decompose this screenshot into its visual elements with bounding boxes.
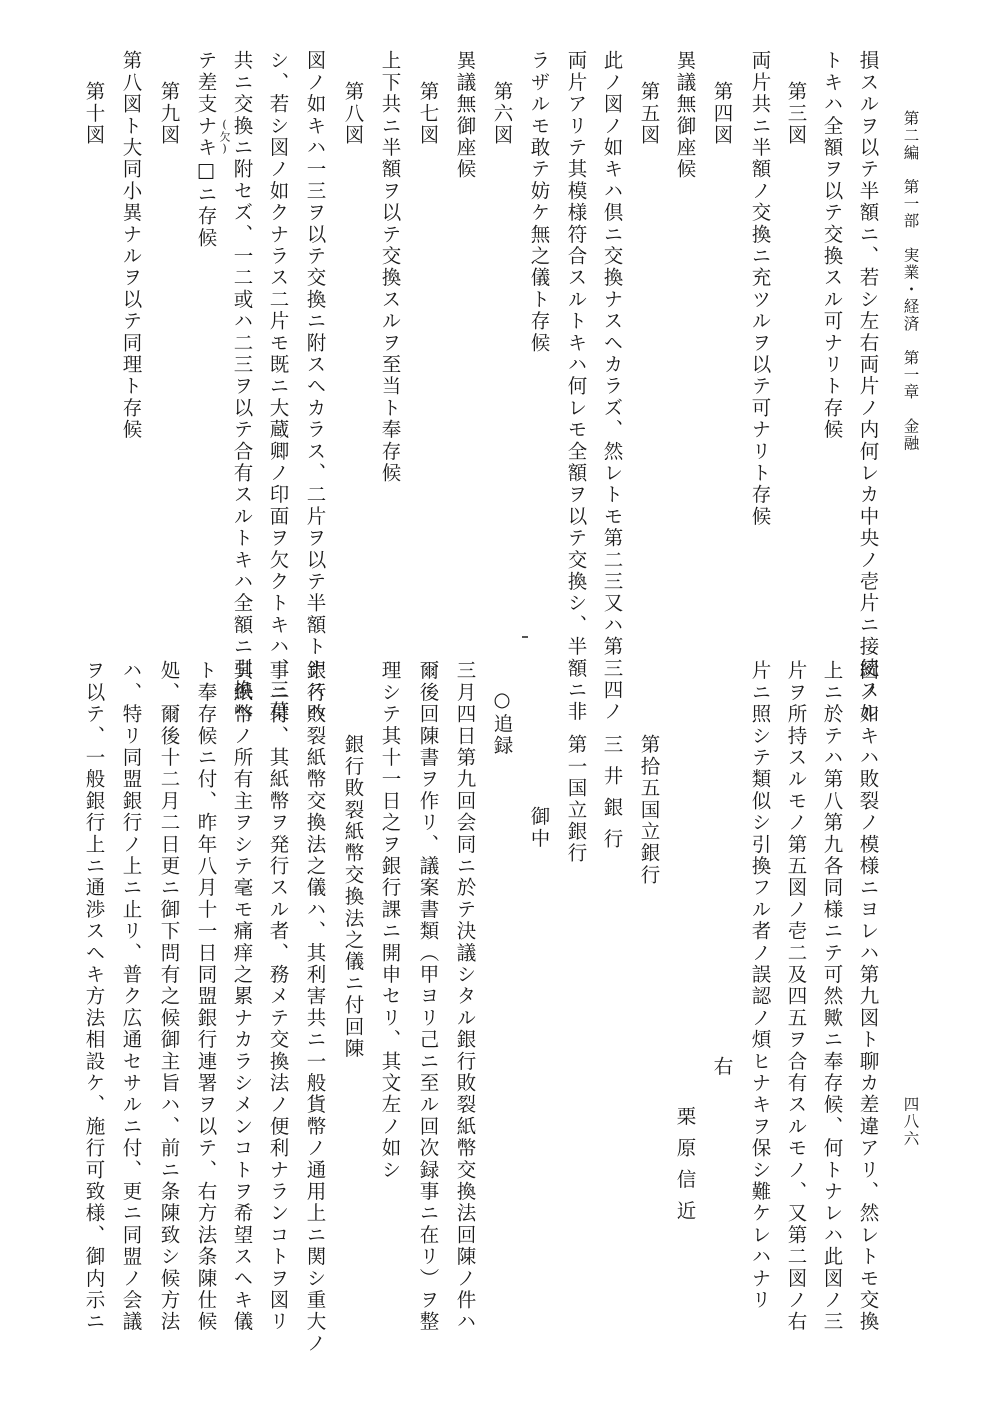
section-heading: ○追録 xyxy=(490,688,514,757)
page-number: 四八六 xyxy=(901,1096,920,1148)
text-column: テ差支ナキ□ニ存候 xyxy=(194,50,218,249)
document-title: 銀行敗裂紙幣交換法之儀ニ付回陳 xyxy=(341,734,365,1060)
addressee-bank: 三井銀行 xyxy=(600,734,624,860)
text-column: 三月四日第九回会同ニ於テ決議シタル銀行敗裂紙幣交換法回陳ノ件ハ xyxy=(453,660,477,1333)
page-mark xyxy=(522,636,528,638)
text-column: シ、若シ図ノ如クナラス二片モ既ニ大蔵卿ノ印面ヲ欠クトキハ、三葉 xyxy=(266,50,290,723)
text-column: 理シテ其十一日之ヲ銀行課ニ開申セリ、其文左ノ如シ xyxy=(378,660,402,1181)
text-column: 図ノ如キハ敗裂ノ模様ニヨレハ第九図ト聊カ差違アリ、然レトモ交換 xyxy=(856,660,880,1333)
text-column: 両片アリテ其模様符合スルトキハ何レモ全額ヲ以テ交換シ、半額ニ非 xyxy=(564,50,588,723)
text-column: ヲ以テ、一般銀行上ニ通渉スヘキ方法相設ケ、施行可致様、御内示ニ xyxy=(82,660,106,1333)
text-column: 共ニ交換ニ附セズ、一二或ハ二三ヲ以テ合有スルトキハ全額ニ引換ヘ xyxy=(230,50,254,723)
text-column: 片ニ照シテ類似シ引換フル者ノ誤認ノ煩ヒナキヲ保シ難ケレハナリ xyxy=(748,660,772,1311)
text-column: 此ノ図ノ如キハ倶ニ交換ナスヘカラズ、然レトモ第二三又ハ第三四ノ xyxy=(600,50,624,723)
text-column: 片ヲ所持スルモノ第五図ノ壱二及四五ヲ合有スルモノ、又第二図ノ右 xyxy=(784,660,808,1333)
text-column: 銀行敗裂紙幣交換法之儀ハ、其利害共ニ一般貨幣ノ通用上ニ関シ重大ノ xyxy=(303,660,327,1355)
figure-heading: 第九図 xyxy=(157,81,181,147)
text-column: 第八図ト大同小異ナルヲ以テ同理ト存候 xyxy=(119,50,143,441)
signatory-name: 栗原信近 xyxy=(673,1106,697,1232)
text-column: 上ニ於テハ第八第九各同様ニテ可然歟ニ奉存候、何トナレハ此図ノ三 xyxy=(820,660,844,1333)
figure-heading: 第七図 xyxy=(416,81,440,147)
figure-heading: 第六図 xyxy=(490,81,514,147)
addressee-bank: 第一国立銀行 xyxy=(564,734,588,865)
text-column: 図ノ如キハ一三ヲ以テ交換ニ附スヘカラス、二片ヲ以テ半額トナスヘ xyxy=(303,50,327,723)
text-column: 上下共ニ半額ヲ以テ交換スルヲ至当ト奉存候 xyxy=(378,50,402,484)
figure-heading: 第八図 xyxy=(341,81,365,147)
figure-heading: 第四図 xyxy=(710,81,734,147)
text-column: ト奉存候ニ付、昨年八月十一日同盟銀行連署ヲ以テ、右方法条陳仕候 xyxy=(194,660,218,1333)
running-head: 第二編 第一部 実業・経済 第一章 金融 xyxy=(901,110,920,452)
text-column: 事ニ付、其紙幣ヲ発行スル者、務メテ交換法ノ便利ナランコトヲ図リ xyxy=(266,660,290,1333)
text-column: ハ、特リ同盟銀行ノ上ニ止リ、普ク広通セサルニ付、更ニ同盟ノ会議 xyxy=(119,660,143,1333)
text-column: トキハ全額ヲ以テ交換スル可ナリト存候 xyxy=(820,50,844,441)
addressee-bank: 第拾五国立銀行 xyxy=(637,734,661,886)
figure-heading: 第十図 xyxy=(82,81,106,147)
text-column: 処、爾後十二月二日更ニ御下問有之候御主旨ハ、前ニ条陳致シ候方法 xyxy=(157,660,181,1333)
figure-heading: 第五図 xyxy=(637,81,661,147)
text-column: 損スルヲ以テ半額ニ、若シ左右両片ノ内何レカ中央ノ壱片ニ接続スル xyxy=(856,50,880,723)
text-column: 異議無御座候 xyxy=(453,50,477,181)
text-column: 爾後回陳書ヲ作リ、議案書類（甲ヨリ己ニ至ル回次録事ニ在リ）ヲ整 xyxy=(416,660,440,1333)
text-column: ラザルモ敢テ妨ケ無之儀ト存候 xyxy=(527,50,551,354)
text-column: 其紙幣ノ所有主ヲシテ毫モ痛痒之累ナカラシメンコトヲ希望スヘキ儀 xyxy=(230,660,254,1333)
editorial-note: (欠) xyxy=(218,118,231,155)
text-column: 異議無御座候 xyxy=(673,50,697,181)
text-column: 両片共ニ半額ノ交換ニ充ツルヲ以テ可ナリト存候 xyxy=(748,50,772,528)
signature-migi: 右 xyxy=(710,1056,734,1078)
figure-heading: 第三図 xyxy=(784,81,808,147)
addressee-onchu: 御中 xyxy=(527,806,551,850)
